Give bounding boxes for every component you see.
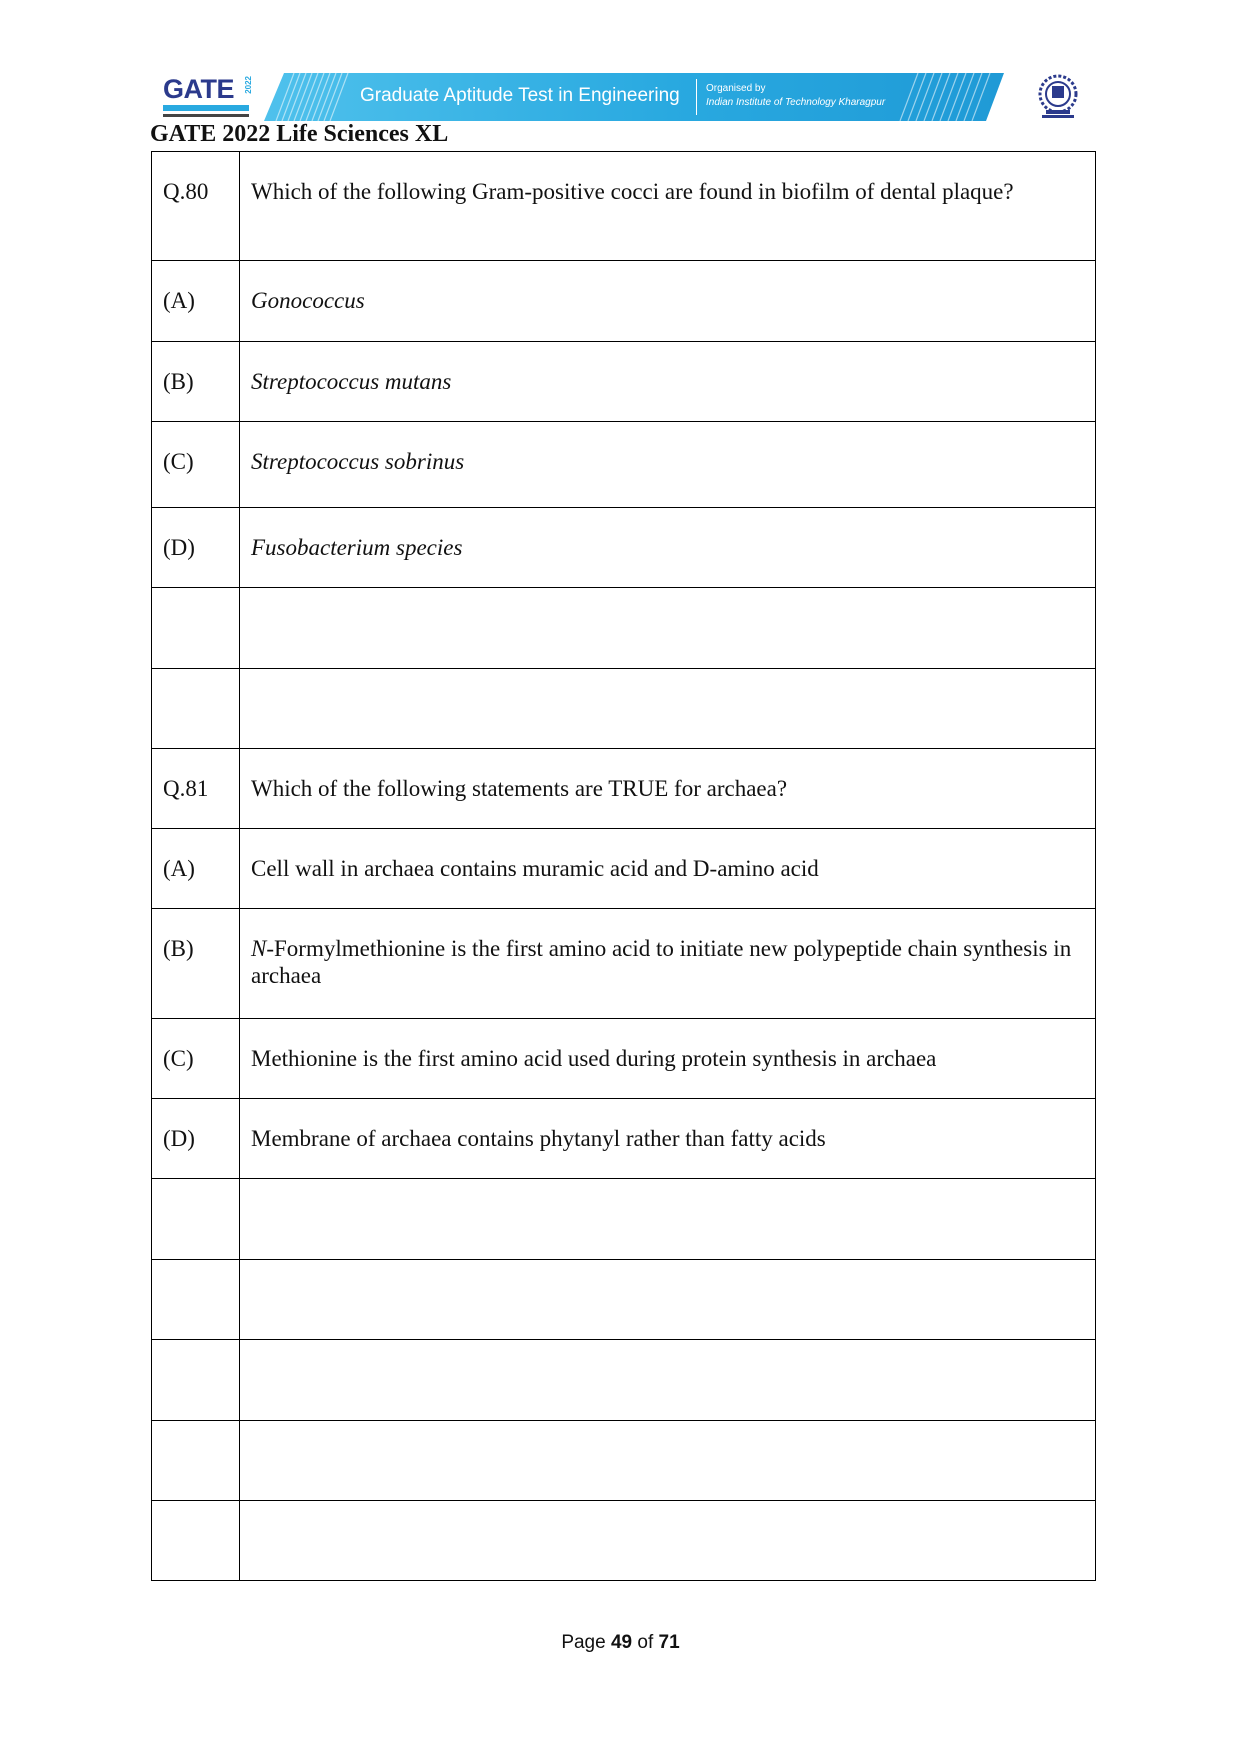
page-number — [0, 1632, 1241, 1654]
option-label: (B) — [152, 342, 240, 422]
empty-row — [152, 1260, 1096, 1340]
option-row — [152, 1099, 1096, 1179]
gate-logo-year: 2022 — [244, 76, 253, 94]
question-number: Q.80 — [152, 152, 240, 261]
option-text: Streptococcus mutans — [240, 342, 1096, 422]
question-row — [152, 749, 1096, 829]
option-text: Streptococcus sobrinus — [240, 422, 1096, 508]
option-row — [152, 829, 1096, 909]
question-text: Which of the following Gram-positive cocci are found in biofilm of dental plaque? — [240, 152, 1096, 261]
option-row — [152, 508, 1096, 588]
gate-logo — [160, 74, 260, 124]
document-title: GATE 2022 Life Sciences XL — [150, 121, 449, 147]
option-row — [152, 422, 1096, 508]
page-word: Page — [561, 1632, 606, 1653]
option-row — [152, 261, 1096, 342]
question-text: Which of the following statements are TRUE for archaea? — [240, 749, 1096, 829]
gate-logo-tagline-bar — [163, 105, 249, 111]
option-text: Cell wall in archaea contains muramic acid and D-amino acid — [240, 829, 1096, 909]
option-row — [152, 1019, 1096, 1099]
question-table — [151, 151, 1096, 1581]
organiser-name: Indian Institute of Technology Kharagpur — [706, 97, 886, 108]
gate-logo-hindi-bar — [163, 114, 249, 117]
page-current: 49 — [610, 1632, 633, 1653]
option-label: (C) — [152, 422, 240, 508]
option-row — [152, 909, 1096, 1019]
option-row — [152, 342, 1096, 422]
option-label: (D) — [152, 508, 240, 588]
banner-title: Graduate Aptitude Test in Engineering — [360, 85, 680, 106]
page-total: 71 — [658, 1632, 680, 1653]
banner-divider — [696, 79, 697, 115]
gate-logo-text: GATE — [163, 74, 234, 104]
option-label: (B) — [152, 909, 240, 1019]
option-text-rest: -Formylmethionine is the first amino acid to initiate new polypeptide chain synthesis in archaea — [251, 936, 1072, 988]
empty-row — [152, 1421, 1096, 1501]
header-banner — [264, 73, 1004, 121]
option-text: Membrane of archaea contains phytanyl rather than fatty acids — [240, 1099, 1096, 1179]
empty-row — [152, 588, 1096, 669]
option-label: (A) — [152, 829, 240, 909]
empty-row — [152, 669, 1096, 749]
option-text — [240, 909, 1096, 1019]
empty-row — [152, 1179, 1096, 1260]
option-text-italic-prefix: N — [251, 936, 267, 961]
option-text: Methionine is the first amino acid used during protein synthesis in archaea — [240, 1019, 1096, 1099]
of-word: of — [637, 1632, 654, 1653]
iit-kharagpur-emblem-icon — [1034, 72, 1082, 120]
empty-row — [152, 1340, 1096, 1421]
organised-by-label: Organised by — [706, 83, 766, 94]
question-row — [152, 152, 1096, 261]
option-text: Gonococcus — [240, 261, 1096, 342]
page-header — [160, 70, 1080, 126]
empty-row — [152, 1501, 1096, 1581]
option-text: Fusobacterium species — [240, 508, 1096, 588]
question-number: Q.81 — [152, 749, 240, 829]
option-label: (D) — [152, 1099, 240, 1179]
option-label: (A) — [152, 261, 240, 342]
option-label: (C) — [152, 1019, 240, 1099]
